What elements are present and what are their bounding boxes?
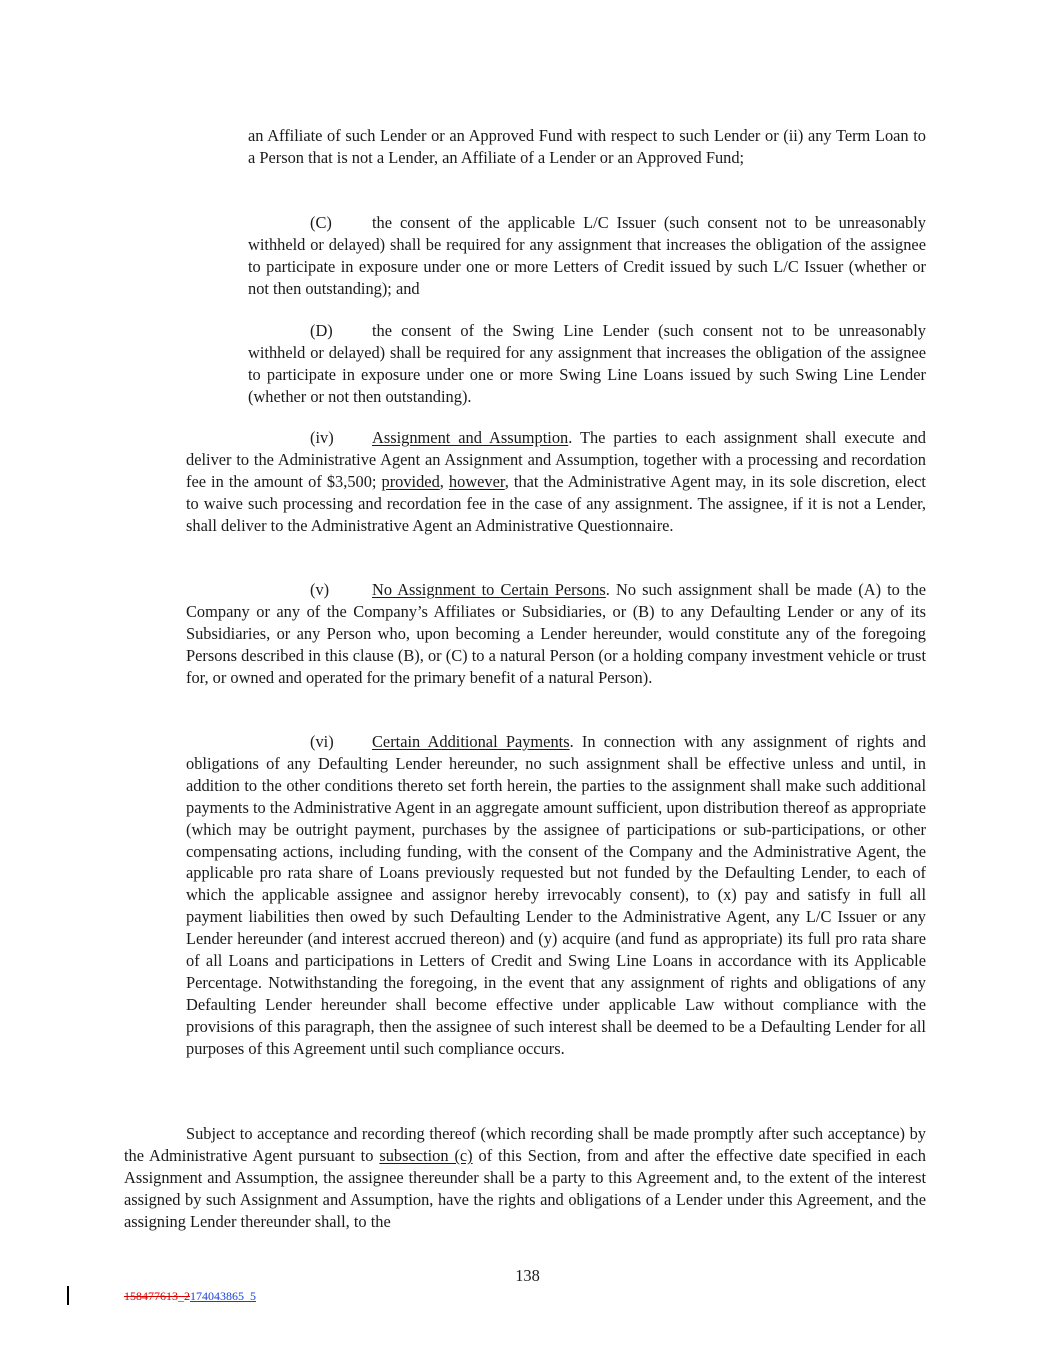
clause-label: (vi) [310,732,334,751]
clause-text: . No such assignment shall be made (A) to the Company or any of the Company’s Affiliates or Subsidiaries, or (B) to any Defaulting Lender or any of its Subsidiaries, or any Person who, upon becoming a Lender hereunder, would constitute any of the foregoing Persons described in this clause (B), or (C) to a natural Person (or a holding company investment vehicle or trust for, or owned and operated for the primary benefit of a natural Person). [186,580,926,687]
paragraph-text: of this Section, from and after the effective date specified in each Assignment and Assumption, the assignee thereunder shall be a party to this Agreement and, to the extent of the interest assigned by such Assignment and Assumption, have the rights and obligations of a Lender under this Agreement, and the assigning Lender thereunder shall, to the [124,1145,926,1231]
clause-text: . The parties to each assignment shall execute and deliver to the Administrative Agent an Assignment and Assumption, together with a processing and recordation fee in the amount of $3,500; [186,428,926,491]
subsection-reference: subsection (c) [379,1145,473,1165]
clause-heading: No Assignment to Certain Persons [372,580,606,599]
clause-text: the consent of the applicable L/C Issuer (such consent not to be unreasonably withheld or delayed) shall be required for any assignment that increases the obligation of the assignee to participate in exposure under one or more Letters of Credit issued by such L/C Issuer (whether or not then outstanding); and [248,213,926,298]
clause-text: , that the Administrative Agent may, in its sole discretion, elect to waive such processing and recordation fee in the case of any assignment. The assignee, if it is not a Lender, shall deliver to the Administrative Agent an Administrative Questionnaire. [186,471,926,535]
paragraph-clause-vi [186,731,926,1060]
clause-text: the consent of the Swing Line Lender (such consent not to be unreasonably withheld or delayed) shall be required for any assignment that increases the obligation of the assignee to participate in exposure under one or more Swing Line Loans issued by such Swing Line Lender (whether or not then outstanding). [248,321,926,406]
clause-label: (iv) [310,428,334,447]
paragraph-text: Subject to acceptance and recording thereof (which recording shall be made promptly after such acceptance) by the Administrative Agent pursuant to [124,1124,926,1165]
clause-label: (D) [310,321,333,340]
document-id [124,1289,256,1304]
document-id-deleted: 158477613_2 [124,1289,190,1303]
paragraph-text: an Affiliate of such Lender or an Approved Fund with respect to such Lender or (ii) any Term Loan to a Person that is not a Lender, an Affiliate of a Lender or an Approved Fund; [248,126,926,167]
however-term: however [448,471,505,491]
clause-heading: Certain Additional Payments [372,732,570,751]
provided-term: provided [381,471,440,491]
clause-text: . In connection with any assignment of rights and obligations of any Defaulting Lender hereunder, no such assignment shall be effective unless and until, in addition to the other conditions thereto set forth herein, the parties to the assignment shall make such additional payments to the Administrative Agent in an aggregate amount sufficient, upon distribution thereof as appropriate (which may be outright payment, purchases by the assignee of participations or sub-participations, or other compensating actions, including funding, with the consent of the Company and the Administrative Agent, the applicable pro rata share of Loans previously requested but not funded by the Defaulting Lender, to each of which the applicable assignee and assignor hereby irrevocably consent), to (x) pay and satisfy in full all payment liabilities then owed by such Defaulting Lender to the Administrative Agent, any L/C Issuer or any Lender hereunder (and interest accrued thereon) and (y) acquire (and fund as appropriate) its full pro rata share of all Loans and participations in Letters of Credit and Swing Line Loans in accordance with its Applicable Percentage. Notwithstanding the foregoing, in the event that any assignment of rights and obligations of any Defaulting Lender hereunder shall become effective under applicable Law without compliance with the provisions of this paragraph, then the assignee of such interest shall be deemed to be a Defaulting Lender for all purposes of this Agreement until such compliance occurs. [186,732,926,1058]
clause-label: (v) [310,580,330,599]
paragraph-clause-v [186,579,926,689]
change-bar [67,1286,69,1305]
paragraph-clause-iv: (iv) Assignment and Assumption. The parties to each assignment shall execute and deliver to the Administrative Agent an Assignment and Assumption, together with a processing and recordation fee in the amount of $3,500; provided, however, that the Administrative Agent may, in its sole discretion, elect to waive such processing and recordation fee in the case of any assignment. The assignee, if it is not a Lender, shall deliver to the Administrative Agent an Administrative Questionnaire. [186,428,926,535]
page-number: 138 [515,1266,540,1285]
clause-heading: Assignment and Assumption [372,428,569,447]
clause-label: (C) [310,213,332,232]
document-id-inserted: 174043865_5 [190,1289,256,1303]
paragraph-continuation [248,125,926,169]
paragraph-clause-d [248,320,926,408]
paragraph-acceptance [124,1123,926,1233]
paragraph-clause-c [248,212,926,300]
